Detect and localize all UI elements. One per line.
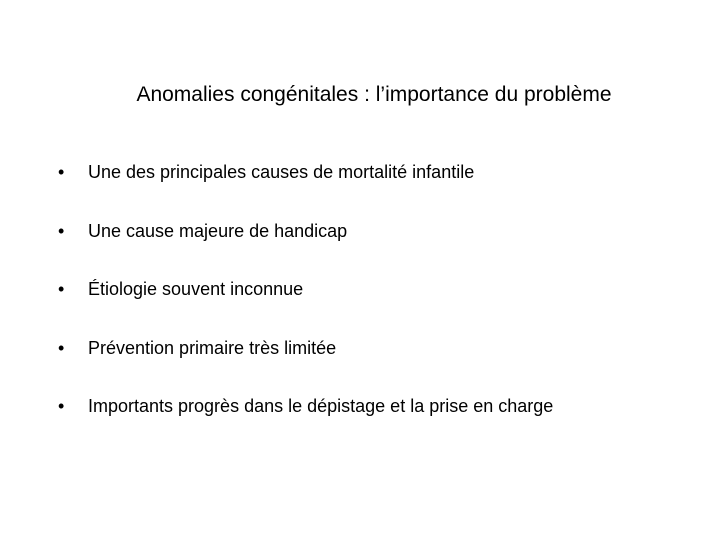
list-item	[58, 218, 553, 277]
bullet-icon: •	[58, 279, 65, 299]
slide-title: Anomalies congénitales : l’importance du problème	[136, 83, 612, 106]
list-item	[58, 159, 553, 218]
bullet-text: Une des principales causes de mortalité infantile	[88, 162, 475, 182]
bullet-icon: •	[58, 396, 65, 416]
bullet-list	[58, 159, 553, 452]
list-item	[58, 335, 553, 394]
bullet-text: Une cause majeure de handicap	[88, 220, 348, 241]
bullet-icon: •	[58, 337, 65, 358]
list-item	[58, 276, 553, 335]
bullet-icon: •	[58, 162, 65, 182]
bullet-text: Prévention primaire très limitée	[88, 337, 337, 358]
bullet-text: Étiologie souvent inconnue	[88, 279, 304, 299]
bullet-text: Importants progrès dans le dépistage et la prise en charge	[88, 396, 554, 416]
bullet-icon: •	[58, 220, 65, 241]
list-item	[58, 393, 553, 452]
